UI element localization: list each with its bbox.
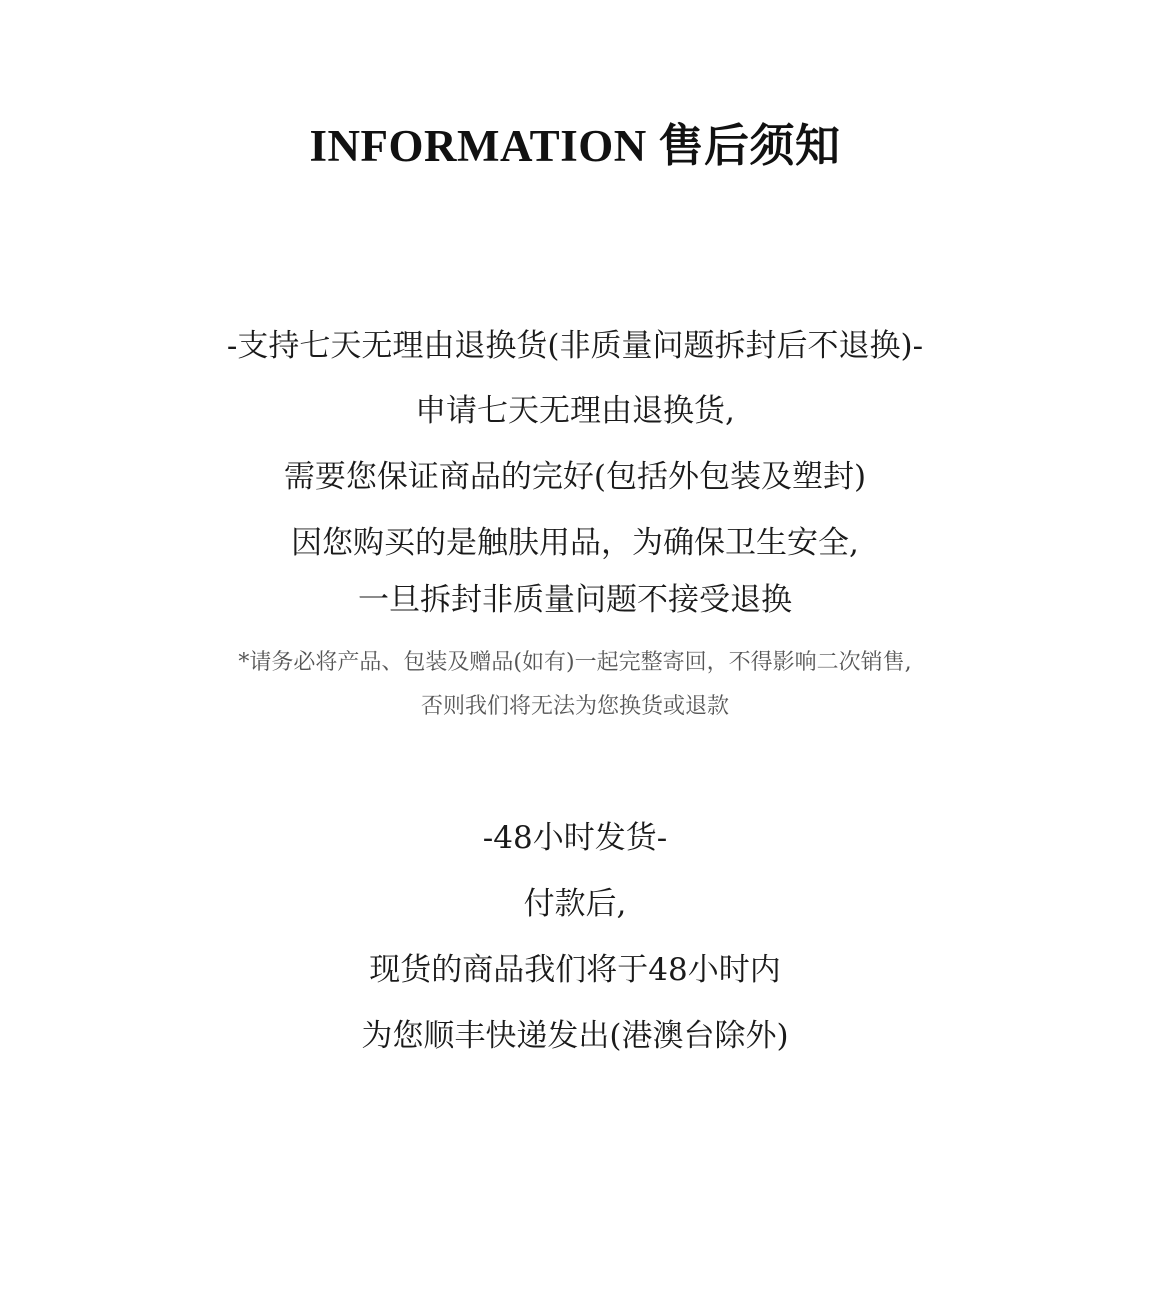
shipping-policy-line: 付款后, <box>523 886 627 922</box>
returns-policy-line: 因您购买的是触肤用品，为确保卫生安全, <box>291 525 859 561</box>
shipping-policy-line: 为您顺丰快递发出(港澳台除外) <box>361 1018 789 1054</box>
returns-policy-line: 一旦拆封非质量问题不接受退换 <box>358 582 792 618</box>
returns-policy-line: 申请七天无理由退换货, <box>415 393 735 429</box>
shipping-policy-line: 现货的商品我们将于48小时内 <box>369 952 781 988</box>
returns-policy-line: 需要您保证商品的完好(包括外包装及塑封) <box>283 459 867 495</box>
returns-policy-note: 否则我们将无法为您换货或退款 <box>420 694 729 719</box>
shipping-policy-heading: -48小时发货- <box>482 820 668 856</box>
returns-policy-heading: -支持七天无理由退换货(非质量问题拆封后不退换)- <box>226 328 924 364</box>
page-title: INFORMATION 售后须知 <box>309 121 841 171</box>
returns-policy-note: *请务必将产品、包装及赠品(如有)一起完整寄回，不得影响二次销售, <box>238 650 912 675</box>
